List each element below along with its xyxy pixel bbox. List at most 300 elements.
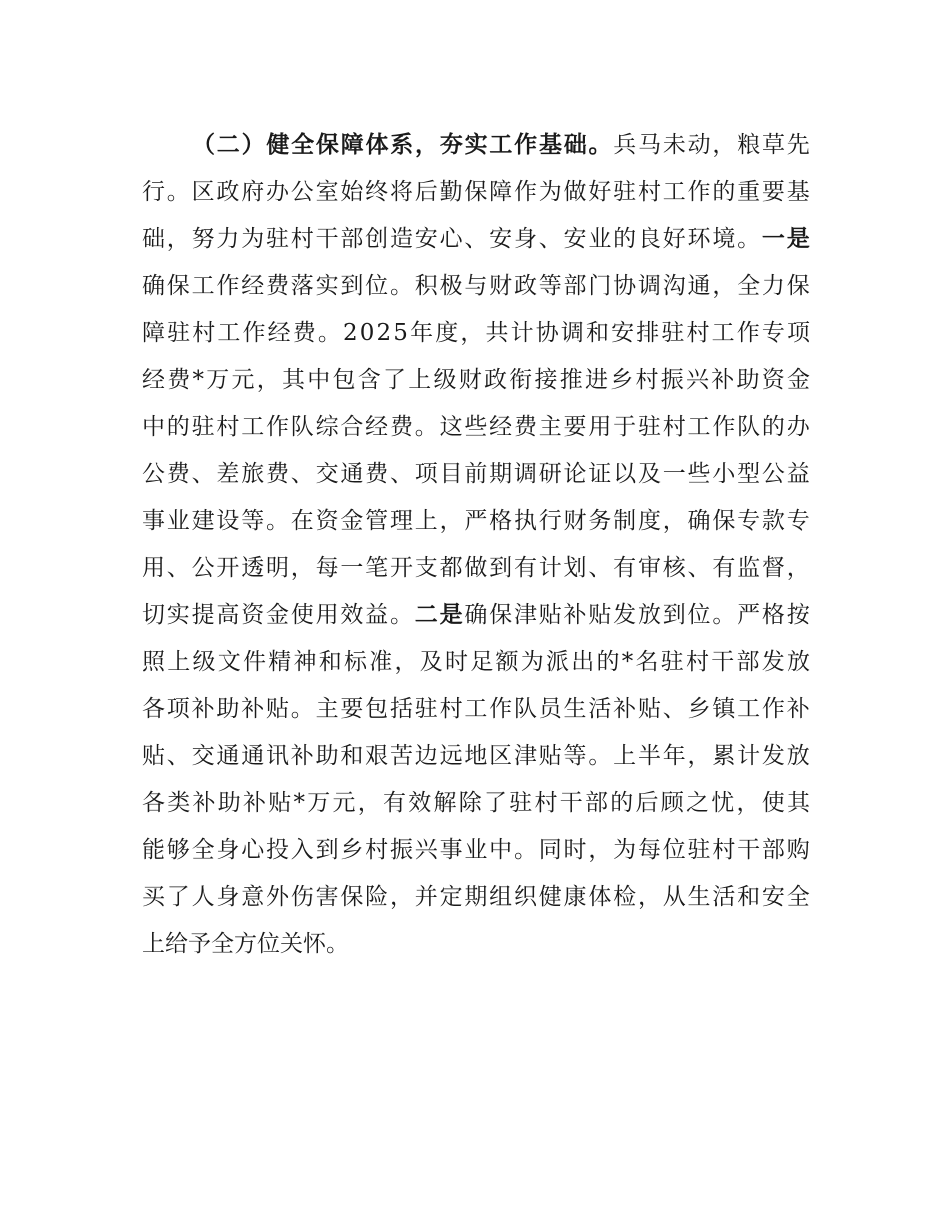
line-text-char: 作 (712, 414, 736, 440)
line-text-char: 使 (761, 790, 785, 816)
line-text-char: 顾 (660, 790, 684, 816)
line-text-char: 创 (365, 226, 389, 252)
line-text-char: 人 (191, 884, 215, 910)
line-text-char: 等 (563, 743, 587, 769)
line-text-char: 2 (376, 320, 392, 346)
line-text-char: 与 (464, 273, 488, 299)
line-text-char: 驻 (167, 320, 191, 346)
line-text-char: 交 (315, 461, 339, 487)
line-text-char: 后 (635, 790, 659, 816)
line-text-char: 、 (166, 555, 190, 581)
line-text-char: 安 (414, 226, 438, 252)
line-text-char: 项 (786, 320, 810, 346)
line-text-char: 边 (414, 743, 438, 769)
line-text-char: 实 (166, 602, 190, 628)
line-text-char: 补 (241, 696, 265, 722)
line-text-char: 保 (786, 273, 810, 299)
line-text-char: 并 (414, 884, 438, 910)
line-text-char: 确 (142, 273, 165, 299)
line-text-char: 忧 (711, 790, 735, 816)
line-text-char: 审 (637, 555, 661, 581)
line-text-char: 贴 (265, 696, 289, 722)
line-text-char: 设 (216, 508, 240, 534)
line-text-char: ， (439, 508, 463, 534)
section-heading-char: 。 (588, 132, 612, 158)
line-text-char: 发 (761, 649, 785, 675)
line-text-char: 管 (365, 508, 389, 534)
line-text-char: 类 (167, 790, 191, 816)
line-text-char: 作 (736, 320, 760, 346)
line-text-char: 动 (687, 132, 711, 158)
line-text-char: 保 (166, 273, 190, 299)
line-text-char: 活 (588, 696, 612, 722)
line-text-char: 协 (613, 273, 637, 299)
line-text-char: 、 (464, 226, 488, 252)
line-text-char: 万 (307, 790, 331, 816)
line-text-char: 益 (365, 602, 389, 628)
line-text-char: 外 (265, 884, 289, 910)
line-text-char: 贴 (588, 602, 612, 628)
line-text-char: 贴 (538, 602, 562, 628)
line-text: 上给予全方位关怀。 (142, 931, 349, 957)
line-text-char: 的 (712, 179, 736, 205)
line-text-char: 财 (563, 508, 587, 534)
line-text-char: 、 (687, 555, 711, 581)
line-text-char: 使 (290, 602, 314, 628)
line-text-char: 未 (662, 132, 686, 158)
line-text-char: 的 (166, 414, 190, 440)
line-text-char: 划 (563, 555, 587, 581)
line-text-char: 调 (513, 461, 537, 487)
line-text-char: 项 (166, 696, 190, 722)
line-text-char: 作 (687, 179, 711, 205)
line-text-char: 艰 (365, 743, 389, 769)
line-text-char: 员 (538, 696, 562, 722)
line-text-char: 。 (265, 508, 289, 534)
line-text-char: 干 (315, 226, 339, 252)
line-text-char: 兴 (414, 837, 438, 863)
line-text-char: 开 (216, 555, 240, 581)
line-text-char: 生 (687, 884, 711, 910)
line-text-char: 到 (489, 555, 513, 581)
line-text-char: 费 (265, 461, 289, 487)
line-text-char: ， (736, 790, 760, 816)
line-text-char: 为 (241, 226, 265, 252)
paragraph-line (142, 169, 810, 216)
line-text-char: 重 (737, 179, 761, 205)
line-text-char: 其 (787, 790, 810, 816)
line-text-char: 年 (662, 743, 686, 769)
line-text-char: 村 (290, 226, 314, 252)
line-text-char: 全 (191, 837, 215, 863)
line-text-char: 工 (711, 320, 735, 346)
line-text-char: 用 (142, 555, 165, 581)
line-text-char: 度 (435, 320, 459, 346)
line-text-char: 级 (433, 367, 457, 393)
line-text-char: 这 (439, 414, 463, 440)
line-text-char: 障 (489, 179, 513, 205)
line-text-char: 在 (290, 508, 314, 534)
body-paragraph (142, 122, 810, 968)
line-text-char: 良 (637, 226, 661, 252)
line-text-char: 上 (167, 649, 191, 675)
line-text-char: 积 (414, 273, 438, 299)
line-text-char: 放 (637, 602, 661, 628)
line-text-char: 要 (563, 414, 587, 440)
line-text-char: 核 (662, 555, 686, 581)
line-text-char: 驻 (637, 414, 661, 440)
line-text-char: 。 (414, 414, 438, 440)
line-text-char: 镇 (712, 696, 736, 722)
line-text-char: 专 (737, 508, 761, 534)
section-heading-char: ） (241, 132, 265, 158)
line-text-char: 务 (588, 508, 612, 534)
paragraph-line (142, 874, 810, 921)
line-text-char: 计 (538, 555, 562, 581)
line-text-char: * (621, 649, 634, 675)
line-text-char: 公 (142, 461, 165, 487)
line-text-char: 其 (282, 367, 305, 393)
line-text-char: ， (256, 367, 280, 393)
line-text-char: 补 (192, 790, 216, 816)
line-text-char: 每 (637, 837, 661, 863)
line-text-char: 财 (489, 273, 513, 299)
line-text-char: 振 (389, 837, 413, 863)
line-text-char: 各 (142, 696, 165, 722)
line-text-char: 定 (439, 884, 463, 910)
line-text-char: 沟 (662, 273, 686, 299)
line-text-char: 专 (761, 320, 785, 346)
line-text-char: 为 (538, 179, 562, 205)
line-text-char: 文 (217, 649, 241, 675)
line-text-char: 身 (216, 884, 240, 910)
line-text-char: ， (712, 132, 736, 158)
line-text-char: 合 (340, 414, 364, 440)
line-text-char: 通 (340, 461, 364, 487)
line-text-char: 经 (142, 367, 165, 393)
line-text-char: 有 (712, 555, 736, 581)
line-text-char: 、 (290, 461, 314, 487)
line-text-char: 造 (389, 226, 413, 252)
line-text-char: 累 (712, 743, 736, 769)
line-text-char: 村 (686, 649, 709, 675)
line-text-char: 津 (513, 602, 537, 628)
line-text-char: 助 (216, 696, 240, 722)
line-text-char: 财 (458, 367, 482, 393)
line-text-char: 研 (538, 461, 562, 487)
line-text-char: 村 (192, 320, 216, 346)
line-text-char: 些 (464, 414, 488, 440)
line-text-char: 接 (534, 367, 558, 393)
line-text-char: 益 (786, 461, 810, 487)
line-text-char: 害 (315, 884, 339, 910)
paragraph-line (142, 592, 810, 639)
line-text-char: 和 (340, 743, 364, 769)
line-text-char: 提 (191, 602, 215, 628)
line-text-char: 年 (410, 320, 434, 346)
line-text-char: 发 (613, 602, 637, 628)
line-text-char: 金 (265, 602, 289, 628)
line-text-char: 中 (142, 414, 165, 440)
line-text-char: 。 (513, 837, 537, 863)
line-text-char: 乡 (610, 367, 634, 393)
line-text-char: 作 (242, 320, 266, 346)
line-text-char: 全 (737, 273, 761, 299)
line-text-char: 证 (588, 461, 612, 487)
line-text-char: 的 (613, 226, 637, 252)
line-text-char: 的 (610, 790, 634, 816)
line-text-char: 保 (464, 179, 488, 205)
line-text-char: 位 (365, 273, 389, 299)
paragraph-line (142, 451, 810, 498)
point-marker-one-char: 是 (786, 226, 810, 252)
line-text-char: 好 (588, 179, 612, 205)
line-text-char: 全 (786, 884, 810, 910)
line-text-char: 室 (315, 179, 339, 205)
line-text-char: 障 (142, 320, 165, 346)
section-heading-char: 系 (390, 132, 414, 158)
line-text-char: 一 (340, 555, 364, 581)
line-text-char: 作 (489, 696, 513, 722)
line-text-char: 透 (241, 555, 265, 581)
line-text-char: 包 (332, 367, 356, 393)
line-text-char: 督 (761, 555, 785, 581)
line-text-char: 、 (166, 743, 190, 769)
line-text-char: 公 (191, 555, 215, 581)
line-text-char: 期 (464, 884, 488, 910)
line-text-char: 费 (265, 273, 289, 299)
line-text-char: 实 (315, 273, 339, 299)
line-text-char: 中 (489, 837, 513, 863)
line-text-char: 勤 (439, 179, 463, 205)
line-text-char: 费 (167, 367, 191, 393)
line-text-char: 从 (662, 884, 686, 910)
line-text-char: 作 (761, 696, 785, 722)
line-text-char: 支 (414, 555, 438, 581)
paragraph-line (142, 263, 810, 310)
line-text-char: 调 (560, 320, 584, 346)
line-text-char: 、 (538, 226, 562, 252)
line-text-char: 保 (712, 508, 736, 534)
line-text-char: 额 (495, 649, 519, 675)
line-text-char: 共 (485, 320, 509, 346)
line-text-char: 严 (464, 508, 488, 534)
line-text-char: 经 (489, 414, 513, 440)
line-text-char: 村 (662, 414, 686, 440)
line-text-char: 补 (243, 790, 266, 816)
line-text-char: 主 (538, 414, 562, 440)
line-text-char: 经 (241, 273, 265, 299)
line-text-char: 工 (241, 414, 265, 440)
line-text-char: 和 (585, 320, 609, 346)
paragraph-line (142, 921, 810, 968)
line-text-char: 村 (534, 790, 558, 816)
line-text-char: 始 (340, 179, 364, 205)
line-text-char: 工 (687, 414, 711, 440)
line-text-char: 派 (546, 649, 569, 675)
line-text-char: 要 (340, 696, 364, 722)
line-text-char: 苦 (389, 743, 413, 769)
line-text-char: 康 (563, 884, 587, 910)
paragraph-line (142, 498, 810, 545)
line-text-char: 各 (142, 790, 165, 816)
line-text-char: 好 (662, 226, 686, 252)
line-text-char: 安 (489, 226, 513, 252)
line-text-char: 及 (419, 649, 443, 675)
line-text-char: 放 (786, 743, 810, 769)
line-text-char: ， (588, 837, 612, 863)
section-heading-char: 作 (514, 132, 538, 158)
line-text-char: 放 (787, 649, 810, 675)
line-text-char: 严 (737, 602, 761, 628)
paragraph-line (142, 404, 810, 451)
line-text-char: 金 (787, 367, 810, 393)
line-text-char: 驻 (509, 790, 533, 816)
line-text-char: 补 (786, 696, 810, 722)
line-text-char: 驻 (191, 414, 215, 440)
line-text-char: 行 (538, 508, 562, 534)
line-text-char: 5 (393, 320, 408, 346)
line-text-char: 部 (761, 837, 785, 863)
line-text-char: 款 (761, 508, 785, 534)
line-text-char: 和 (318, 649, 342, 675)
line-text-char: 补 (563, 602, 587, 628)
paragraph-line (142, 686, 810, 733)
line-text-char: 伤 (290, 884, 314, 910)
section-heading-char: 实 (464, 132, 488, 158)
paragraph-line (142, 357, 810, 404)
line-text-char: 工 (464, 696, 488, 722)
paragraph-line (142, 216, 810, 263)
line-text-char: 。 (389, 273, 413, 299)
line-text-char: 做 (563, 179, 587, 205)
line-text-char: 驻 (414, 696, 438, 722)
line-text-char: ， (389, 884, 413, 910)
line-text-char: 够 (166, 837, 190, 863)
line-text-char: 资 (241, 602, 265, 628)
paragraph-line (142, 780, 810, 827)
line-text-char: 了 (383, 367, 406, 393)
line-text-char: 建 (191, 508, 215, 534)
line-text-char: 确 (687, 508, 711, 534)
line-text-char: 上 (613, 743, 637, 769)
line-text-char: 织 (513, 884, 537, 910)
line-text-char: 协 (535, 320, 559, 346)
line-text-char: 心 (241, 837, 265, 863)
line-text-char: 每 (315, 555, 339, 581)
paragraph-line (142, 545, 810, 592)
line-text-char: 到 (662, 602, 686, 628)
line-text-char: 队 (737, 414, 761, 440)
section-heading-char: 二 (216, 132, 240, 158)
line-text-char: 到 (315, 837, 339, 863)
line-text-char: 精 (268, 649, 292, 675)
line-text-char: 为 (613, 837, 637, 863)
line-text-char: 公 (761, 461, 785, 487)
line-text-char: 按 (786, 602, 810, 628)
line-text-char: 努 (191, 226, 215, 252)
line-text-char: 通 (216, 743, 240, 769)
line-text-char: ， (357, 790, 381, 816)
line-text-char: 费 (389, 414, 413, 440)
line-text-char: 足 (470, 649, 494, 675)
line-text-char: 费 (513, 414, 537, 440)
line-text-char: 活 (712, 884, 736, 910)
line-text-char: 兴 (686, 367, 709, 393)
line-text-char: 些 (687, 461, 711, 487)
line-text-char: 补 (290, 743, 314, 769)
line-text-char: 时 (445, 649, 468, 675)
line-text-char: 粮 (737, 132, 761, 158)
line-text-char: 。 (290, 696, 314, 722)
line-text-char: 明 (265, 555, 289, 581)
line-text-char: 终 (365, 179, 389, 205)
line-text-char: 除 (458, 790, 482, 816)
paragraph-line (142, 639, 810, 686)
line-text-char: ， (166, 226, 190, 252)
line-text-char: 要 (761, 179, 785, 205)
line-text-char: 通 (687, 273, 711, 299)
line-text-char: 经 (267, 320, 291, 346)
paragraph-line (142, 122, 810, 169)
line-text-char: 。 (712, 602, 736, 628)
line-text-char: 同 (538, 837, 562, 863)
line-text-char: 包 (365, 696, 389, 722)
line-text-char: 工 (191, 273, 215, 299)
line-text-char: 级 (192, 649, 216, 675)
line-text-char: 作 (216, 273, 240, 299)
line-text-char: 。 (166, 179, 190, 205)
paragraph-line (142, 733, 810, 780)
line-text-char: 力 (761, 273, 785, 299)
line-text-char: 业 (166, 508, 190, 534)
line-text-char: 兵 (613, 132, 637, 158)
line-text-char: 小 (712, 461, 736, 487)
line-text-char: 补 (711, 367, 735, 393)
line-text-char: 组 (489, 884, 513, 910)
line-text-char: 交 (191, 743, 215, 769)
line-text-char: 上 (408, 367, 432, 393)
line-text-char: 政 (216, 179, 240, 205)
line-text-char: * (192, 367, 204, 393)
line-text-char: 落 (290, 273, 314, 299)
line-text-char: 作 (265, 414, 289, 440)
line-text-char: 驻 (661, 320, 685, 346)
line-text-char: 项 (414, 461, 438, 487)
line-text-char: 部 (736, 649, 760, 675)
line-text-char: 笔 (365, 555, 389, 581)
line-text-char: 村 (216, 414, 240, 440)
line-text-char: 元 (332, 790, 356, 816)
line-text-char: 件 (243, 649, 266, 675)
line-text-char: 格 (761, 602, 785, 628)
line-text-char: 健 (538, 884, 562, 910)
line-text-char: 费 (365, 461, 389, 487)
line-text-char: 专 (786, 508, 810, 534)
line-text-char: 乡 (340, 837, 364, 863)
line-text-char: 乡 (687, 696, 711, 722)
line-text-char: 础 (142, 226, 165, 252)
line-text-char: 开 (389, 555, 413, 581)
line-text-char: 确 (464, 602, 488, 628)
line-text-char: 身 (513, 226, 537, 252)
line-text-char: 监 (737, 555, 761, 581)
line-text-char: 有 (613, 555, 637, 581)
line-text-char: 贴 (637, 696, 661, 722)
line-text-char: 工 (217, 320, 241, 346)
line-text-char: 制 (613, 508, 637, 534)
section-heading-char: （ (192, 132, 215, 158)
